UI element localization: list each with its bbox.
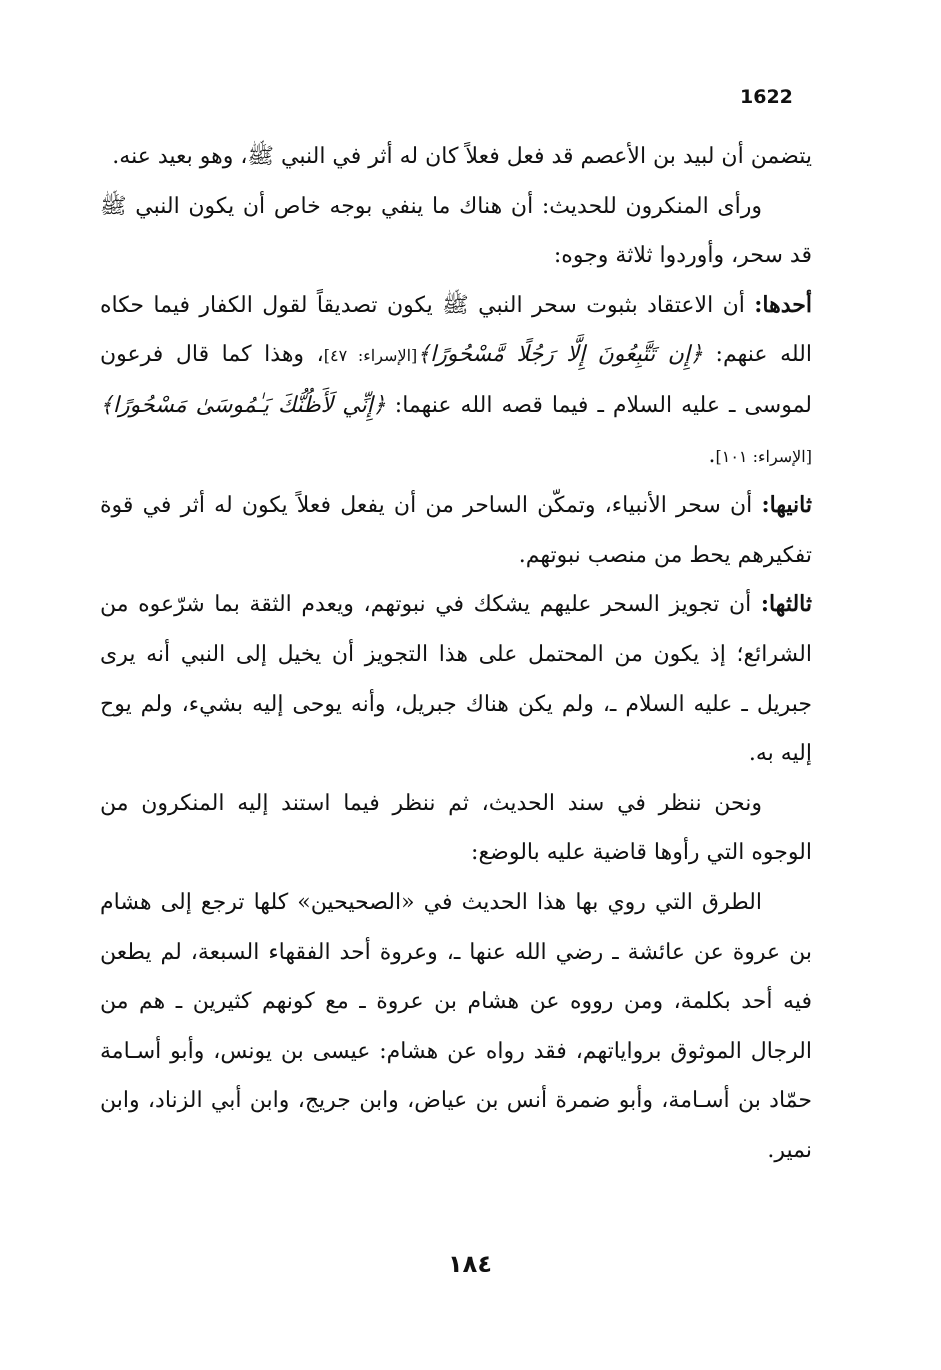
paragraph-text: ونحن ننظر في سند الحديث، ثم ننظر فيما استند إليه المنكرون من الوجوه التي رأوها قاضية عليه بالوضع:	[100, 790, 812, 866]
page-number-header: 1622	[740, 86, 793, 108]
paragraph-text: أن سحر الأنبياء، وتمكّن الساحر من أن يفعل فعلاً يكون له أثر في قوة تفكيرهم يحط من منصب نبوتهم.	[100, 493, 812, 568]
paragraph-deniers-view	[100, 182, 812, 281]
paragraph-text: ، وهذا كما قال فرعون لموسى ـ عليه السلام ـ فيما قصه الله عنهما:	[100, 342, 812, 418]
quran-verse: ﴿إِن تَتَّبِعُونَ إِلَّا رَجُلًا مَّسْحُورًا﴾	[417, 342, 703, 368]
paragraph-continuation	[100, 132, 812, 182]
paragraph-third-aspect	[100, 580, 812, 778]
verse-reference: [الإسراء: ١٠١]	[715, 446, 812, 466]
paragraph-text: .	[708, 442, 716, 468]
paragraph-text: أن تجويز السحر عليهم يشكك في نبوتهم، ويعدم الثقة بما شرّعوه من الشرائع؛ إذ يكون من المحتمل على هذا التجويز أن يخيل إلى النبي أنه يرى جبريل ـ عليه السلام ـ، ولم يكن هناك جبريل، وأنه يوحى إليه بشيء، ولم يوح إليه به.	[100, 592, 812, 767]
paragraph-text: يتضمن أن لبيد بن الأعصم قد فعل فعلاً كان له أثر في النبي ﷺ، وهو بعيد عنه.	[112, 144, 812, 169]
verse-reference: [الإسراء: ٤٧]	[323, 346, 418, 366]
paragraph-lead: أحدها:	[754, 291, 812, 318]
body-text	[100, 132, 812, 1175]
paragraph-text: أن الاعتقاد بثبوت سحر النبي ﷺ يكون تصديقاً لقول الكفار فيما حكاه الله عنهم:	[100, 292, 812, 368]
paragraph-chain-review	[100, 779, 812, 878]
paragraph-text: ورأى المنكرون للحديث: أن هناك ما ينفي بوجه خاص أن يكون النبي ﷺ قد سحر، وأوردوا ثلاثة وجوه:	[100, 193, 812, 269]
paragraph-lead: ثالثها:	[760, 591, 812, 618]
paragraph-narration-chains	[100, 878, 812, 1176]
paragraph-lead: ثانيها:	[761, 492, 813, 519]
page-number-footer: ١٨٤	[448, 1250, 492, 1278]
paragraph-second-aspect	[100, 481, 812, 580]
quran-verse: ﴿إِنِّي لَأَظُنُّكَ يَـٰمُوسَىٰ مَسْحُورًا﴾	[100, 392, 386, 418]
paragraph-first-aspect	[100, 281, 812, 481]
paragraph-text: الطرق التي روي بها هذا الحديث في «الصحيحين» كلها ترجع إلى هشام بن عروة عن عائشة ـ رضي الله عنها ـ، وعروة أحد الفقهاء السبعة، لم يطعن فيه أحد بكلمة، ومن رووه عن هشام بن عروة ـ مع كونهم كثيرين ـ هم من الرجال الموثوق برواياتهم، فقد رواه عن هشام: عيسى بن يونس، وأبو أسـامة حمّاد بن أسـامة، وأبو ضمرة أنس بن عياض، وابن جريج، وابن أبي الزناد، وابن نمير.	[100, 889, 812, 1163]
